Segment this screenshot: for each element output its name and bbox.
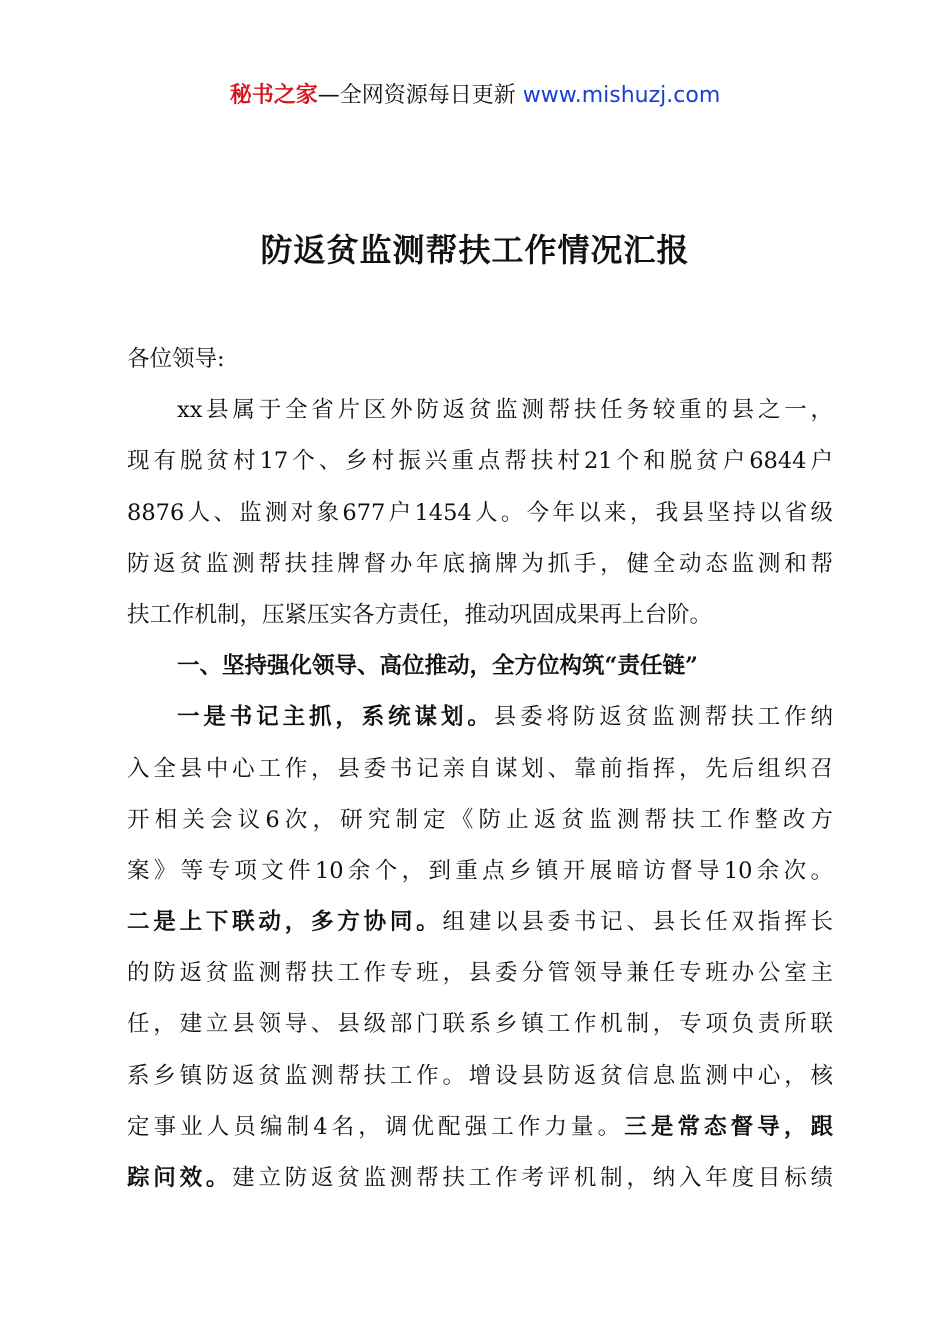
greeting: 各位领导: xyxy=(127,346,225,372)
banner-dash: — xyxy=(317,83,340,108)
paragraph-line xyxy=(127,1102,833,1153)
paragraph-line: 系乡镇防返贫监测帮扶工作。增设县防返贫信息监测中心，核 xyxy=(127,1062,833,1089)
paragraph-line: 的防返贫监测帮扶工作专班，县委分管领导兼任专班办公室主 xyxy=(127,960,833,987)
paragraph-line xyxy=(127,897,833,948)
site-tagline: 全网资源每日更新 xyxy=(339,83,516,108)
paragraph-text: 建立防返贫监测帮扶工作考评机制，纳入年度目标绩 xyxy=(232,1165,833,1191)
document-title: 防返贫监测帮扶工作情况汇报 xyxy=(260,231,690,269)
site-url-link[interactable]: www.mishuzj.com xyxy=(522,83,721,108)
paragraph-line: 入全县中心工作，县委书记亲自谋划、靠前指挥，先后组织召 xyxy=(127,755,833,782)
paragraph-line: 扶工作机制，压紧压实各方责任，推动巩固成果再上台阶。 xyxy=(127,601,713,628)
paragraph-line: 案》等专项文件10余个，到重点乡镇开展暗访督导10余次。 xyxy=(127,857,833,884)
paragraph-line: 开相关会议6次，研究制定《防止返贫监测帮扶工作整改方 xyxy=(127,806,833,833)
site-brand: 秘书之家 xyxy=(229,83,318,108)
document-body xyxy=(127,334,833,1204)
paragraph-line: 8876人、监测对象677户1454人。今年以来，我县坚持以省级 xyxy=(127,499,833,526)
paragraph-text: 定事业人员编制4名，调优配强工作力量。 xyxy=(127,1113,625,1140)
paragraph-line xyxy=(127,692,833,743)
bold-lead-phrase: 二是上下联动，多方协同。 xyxy=(127,909,443,936)
paragraph-line: 任，建立县领导、县级部门联系乡镇工作机制，专项负责所联 xyxy=(127,1011,833,1038)
paragraph-text: 组建以县委书记、县长任双指挥长 xyxy=(442,909,833,936)
paragraph-line: 防返贫监测帮扶挂牌督办年底摘牌为抓手，健全动态监测和帮 xyxy=(127,550,833,577)
paragraph-text: 县委将防返贫监测帮扶工作纳 xyxy=(493,704,833,731)
bold-lead-phrase: 一是书记主抓，系统谋划。 xyxy=(177,704,494,731)
bold-lead-phrase: 三是常态督导，跟 xyxy=(624,1113,833,1140)
paragraph-line: xx县属于全省片区外防返贫监测帮扶任务较重的县之一， xyxy=(177,397,833,424)
paragraph-line xyxy=(127,1153,833,1204)
bold-lead-phrase: 踪问效。 xyxy=(127,1165,233,1191)
site-banner xyxy=(0,80,950,112)
paragraph-line: 现有脱贫村17个、乡村振兴重点帮扶村21个和脱贫户6844户 xyxy=(127,448,833,475)
section-heading: 一、坚持强化领导、高位推动，全方位构筑“责任链” xyxy=(177,653,698,680)
